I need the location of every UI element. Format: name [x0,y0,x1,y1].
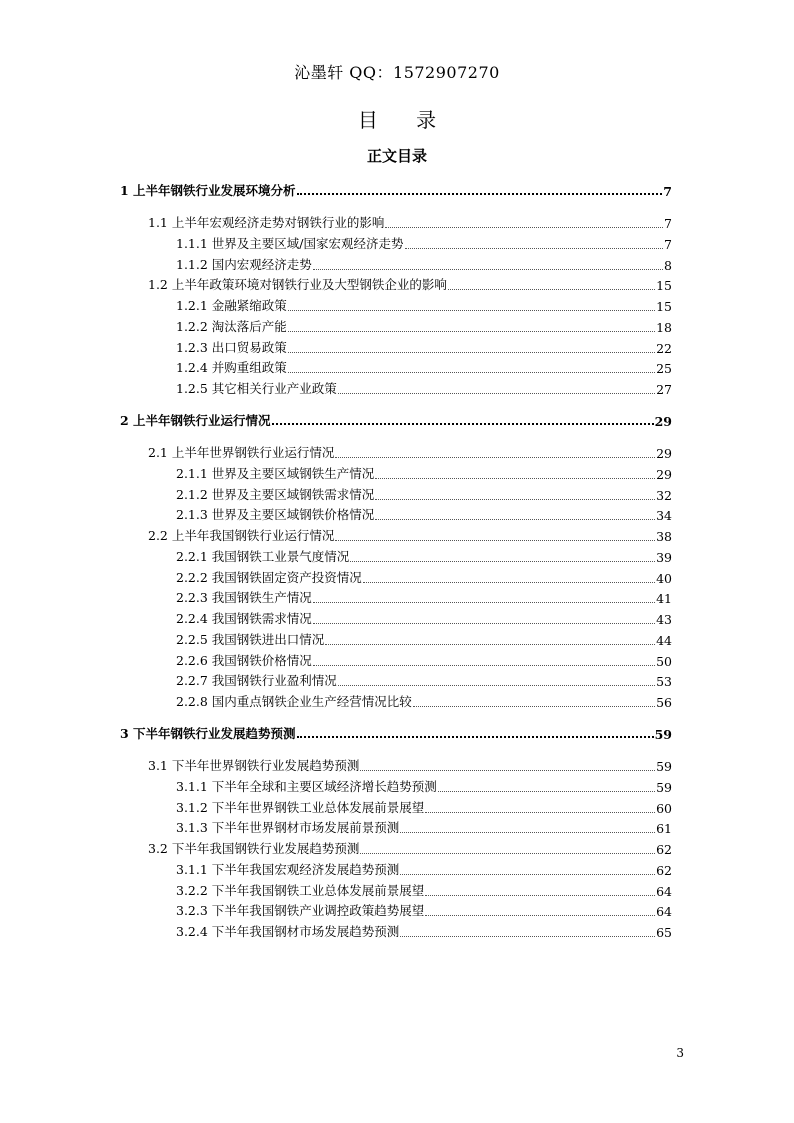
toc-entry-level-3[interactable] [176,358,672,376]
toc-dot-leader [325,643,655,645]
toc-entry-page: 50 [656,653,672,669]
toc-dot-leader [363,581,655,583]
toc-dot-leader [448,288,655,290]
toc-entry-level-2[interactable] [148,839,672,857]
toc-entry-title: 3.1 下半年世界钢铁行业发展趋势预测 [148,758,360,773]
toc-dot-leader [288,351,655,353]
toc-entry-page: 15 [656,299,672,314]
toc-dot-leader [313,664,655,666]
toc-entry-level-3[interactable] [176,379,672,397]
toc-entry-page: 38 [656,529,672,544]
toc-entry-title: 1.2 上半年政策环境对钢铁行业及大型钢铁企业的影响 [148,277,447,293]
toc-entry-level-3[interactable] [176,818,672,836]
toc-entry-title: 3.2.2 下半年我国钢铁工业总体发展前景展望 [176,882,425,898]
toc-dot-leader [313,622,655,624]
toc-entry-title: 3.1.1 下半年全球和主要区域经济增长趋势预测 [176,778,437,794]
toc-entry-title: 2.1 上半年世界钢铁行业运行情况 [148,445,335,460]
toc-entry-title: 2.2.2 我国钢铁固定资产投资情况 [176,569,362,585]
toc-entry-title: 2.2.7 我国钢铁行业盈利情况 [176,673,337,689]
toc-entry-title: 3.2.4 下半年我国钢材市场发展趋势预测 [176,924,400,939]
toc-entry-level-3[interactable] [176,860,672,878]
toc-dot-leader [375,477,655,479]
toc-entry-page: 8 [664,257,672,273]
toc-entry-level-3[interactable] [176,568,672,586]
toc-dot-leader [350,560,655,562]
toc-entry-level-3[interactable] [176,901,672,919]
toc-dot-leader [338,392,655,394]
toc-entry-page: 7 [663,184,672,199]
toc-entry-level-2[interactable] [148,275,672,293]
page-number: 3 [676,1046,684,1060]
toc-entry-title: 3.1.2 下半年世界钢铁工业总体发展前景展望 [176,799,425,815]
toc-entry-title: 2.2.4 我国钢铁需求情况 [176,611,312,626]
toc-entry-title: 1.1.1 世界及主要区域/国家宏观经济走势 [176,235,404,251]
toc-entry-level-2[interactable] [148,213,672,231]
toc-entry-page: 40 [656,570,672,586]
title-char-2: 录 [416,108,437,132]
toc-entry-page: 29 [656,466,672,482]
toc-dot-leader [288,330,655,332]
toc-entry-title: 1.2.3 出口贸易政策 [176,339,287,355]
toc-entry-page: 62 [656,862,672,878]
toc-entry-page: 22 [656,340,672,356]
toc-entry-page: 32 [656,487,672,503]
toc-entry-level-3[interactable] [176,296,672,314]
toc-entry-level-3[interactable] [176,485,672,503]
toc-entry-page: 65 [656,925,672,940]
toc-entry-level-3[interactable] [176,464,672,482]
toc-dot-leader [425,811,655,813]
toc-entry-level-3[interactable] [176,234,672,252]
toc-entry-level-2[interactable] [148,443,672,461]
toc-entry-page: 29 [654,414,672,429]
toc-entry-page: 25 [656,361,672,377]
toc-dot-leader [438,790,655,792]
toc-entry-page: 41 [656,591,672,607]
page-title [0,104,794,133]
toc-dot-leader [288,371,655,373]
toc-dot-leader [297,735,654,738]
toc-dot-leader [400,873,655,875]
toc-entry-page: 29 [656,446,672,461]
toc-entry-level-3[interactable] [176,255,672,273]
toc-entry-page: 56 [656,695,672,710]
toc-entry-title: 1.1 上半年宏观经济走势对钢铁行业的影响 [148,215,385,230]
toc-dot-leader [335,539,655,541]
toc-entry-title: 1 上半年钢铁行业发展环境分析 [120,183,296,198]
toc-entry-page: 44 [656,632,672,648]
toc-entry-level-3[interactable] [176,798,672,816]
toc-subtitle: 正文目录 [366,147,427,165]
toc-entry-page: 59 [654,727,672,742]
toc-entry-page: 59 [656,759,672,774]
toc-dot-leader [360,769,655,771]
toc-dot-leader [288,309,655,311]
toc-dot-leader [272,422,654,425]
toc-dot-leader [385,226,663,228]
toc-entry-title: 1.1.2 国内宏观经济走势 [176,256,312,272]
toc-entry-page: 60 [656,800,672,816]
toc-entry-level-3[interactable] [176,881,672,899]
toc-entry-title: 3 下半年钢铁行业发展趋势预测 [120,726,296,741]
toc-entry-level-2[interactable] [148,756,672,774]
toc-entry-page: 18 [656,319,672,335]
toc-entry-page: 61 [656,821,672,837]
toc-entry-title: 1.2.2 淘汰落后产能 [176,318,287,334]
toc-entry-level-3[interactable] [176,671,672,689]
toc-dot-leader [400,831,655,833]
toc-entry-title: 1.2.5 其它相关行业产业政策 [176,381,337,396]
toc-entry-level-3[interactable] [176,317,672,335]
toc-entry-title: 2.2.5 我国钢铁进出口情况 [176,631,325,647]
toc-entry-level-3[interactable] [176,609,672,627]
toc-entry-level-3[interactable] [176,588,672,606]
toc-entry-page: 34 [656,508,672,524]
toc-entry-page: 64 [656,904,672,920]
toc-dot-leader [313,601,655,603]
toc-entry-page: 43 [656,612,672,627]
toc-entry-level-1[interactable] [120,181,672,199]
title-char-1: 目 [357,108,378,132]
toc-entry-page: 53 [656,674,672,690]
toc-entry-title: 1.2.4 并购重组政策 [176,360,287,376]
toc-entry-level-2[interactable] [148,526,672,544]
toc-dot-leader [405,247,664,249]
toc-entry-page: 39 [656,549,672,565]
toc-entry-level-1[interactable] [120,411,672,429]
toc-entry-page: 64 [656,883,672,899]
toc-entry-level-3[interactable] [176,338,672,356]
toc-dot-leader [335,456,655,458]
toc-entry-title: 3.1.1 下半年我国宏观经济发展趋势预测 [176,861,400,877]
toc-entry-title: 2.1.3 世界及主要区域钢铁价格情况 [176,507,375,523]
toc-dot-leader [425,894,655,896]
toc-dot-leader [400,935,655,937]
toc-entry-page: 62 [656,842,672,857]
page-header: 沁墨轩 QQ：1572907270 [294,63,500,82]
toc-entry-level-1[interactable] [120,724,672,742]
toc-entry-page: 15 [656,278,672,294]
toc-entry-title: 2.2.1 我国钢铁工业景气度情况 [176,548,350,564]
toc-dot-leader [425,914,655,916]
toc-entry-title: 1.2.1 金融紧缩政策 [176,298,287,313]
toc-entry-level-3[interactable] [176,922,672,940]
toc-entry-level-3[interactable] [176,777,672,795]
toc-dot-leader [375,498,655,500]
toc-entry-page: 59 [656,779,672,795]
toc-entry-level-3[interactable] [176,630,672,648]
toc-dot-leader [375,518,655,520]
toc-entry-title: 2.2 上半年我国钢铁行业运行情况 [148,528,335,543]
toc-entry-page: 27 [656,382,672,397]
toc-entry-title: 3.2 下半年我国钢铁行业发展趋势预测 [148,841,360,856]
toc-entry-level-3[interactable] [176,651,672,669]
toc-entry-page: 7 [664,236,672,252]
toc-dot-leader [360,852,655,854]
toc-dot-leader [313,268,663,270]
toc-entry-title: 3.1.3 下半年世界钢材市场发展前景预测 [176,820,400,836]
toc-dot-leader [338,684,655,686]
toc-entry-title: 2.2.6 我国钢铁价格情况 [176,652,312,668]
toc-entry-title: 3.2.3 下半年我国钢铁产业调控政策趋势展望 [176,903,425,919]
toc-entry-level-3[interactable] [176,692,672,710]
toc-entry-page: 7 [664,216,672,231]
toc-entry-level-3[interactable] [176,505,672,523]
toc-entry-title: 2.1.2 世界及主要区域钢铁需求情况 [176,486,375,502]
toc-entry-title: 2.1.1 世界及主要区域钢铁生产情况 [176,465,375,481]
toc-dot-leader [297,192,663,195]
toc-entry-title: 2.2.8 国内重点钢铁企业生产经营情况比较 [176,694,412,709]
toc-entry-title: 2 上半年钢铁行业运行情况 [120,413,271,428]
toc-entry-title: 2.2.3 我国钢铁生产情况 [176,590,312,606]
toc-dot-leader [413,705,655,707]
toc-entry-level-3[interactable] [176,547,672,565]
